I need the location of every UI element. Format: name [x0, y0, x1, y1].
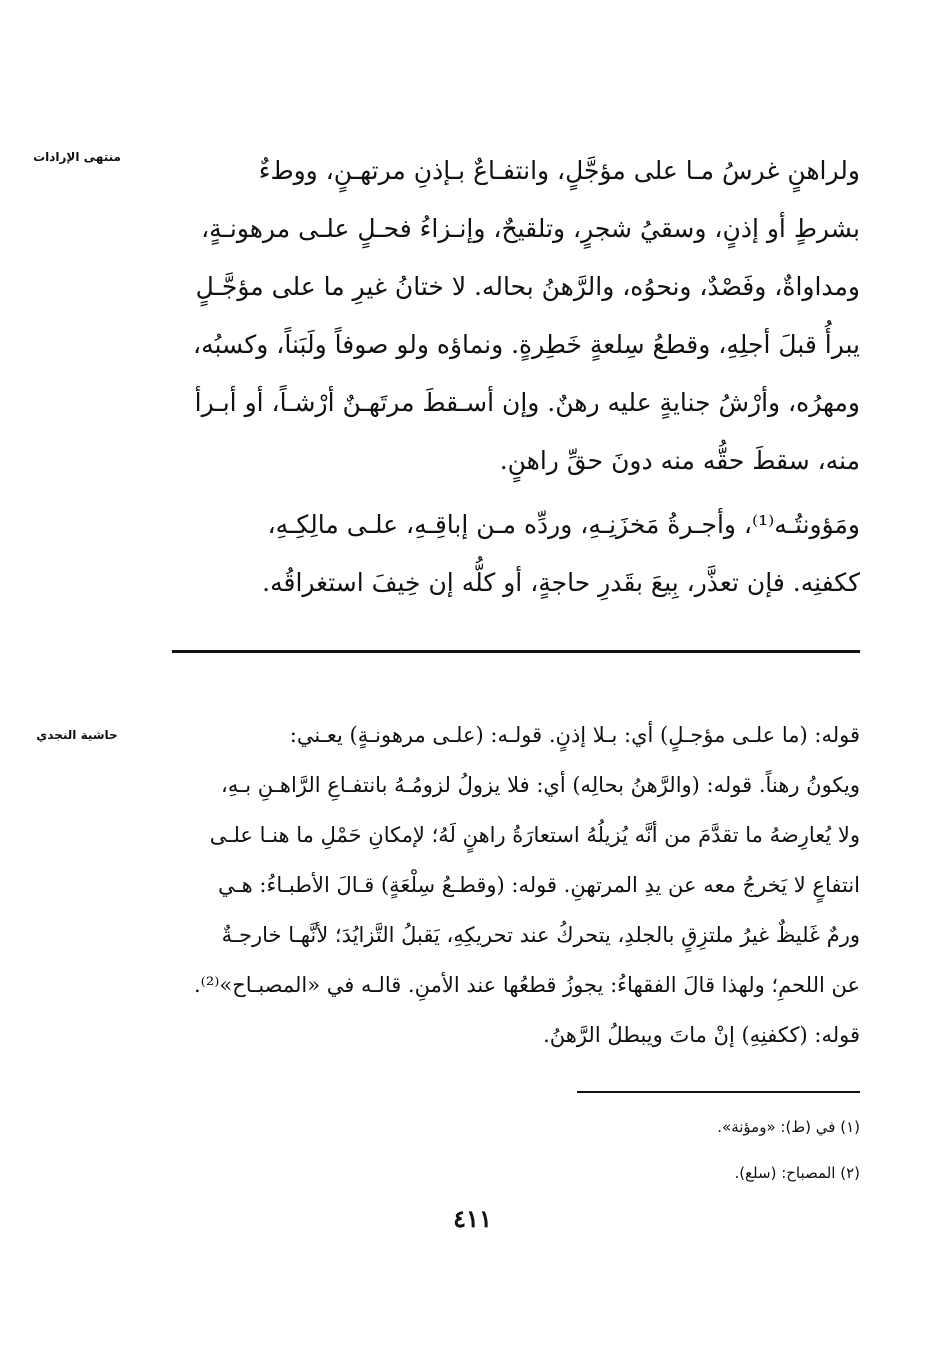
main-text	[168, 142, 860, 612]
page-number: ٤١١	[453, 1204, 492, 1233]
text-line: ومَؤونتُـه⁽¹⁾، وأجـرةُ مَخزَنِـهِ، وردِّه مـن إباقِـهِ، علـى مالِكِـهِ،	[267, 510, 860, 539]
commentary-line: عن اللحمِ؛ ولهذا قالَ الفقهاءُ: يجوزُ قطعُها عند الأمنِ. قالـه في «المصبـاح»⁽²⁾.	[193, 973, 860, 997]
footnotes	[460, 1104, 860, 1196]
commentary-line: ولا يُعارِضهُ ما تقدَّمَ من أنَّه يُزيلُهُ استعارَةُ راهنٍ لَهُ؛ لإمكانِ حَمْلِ ما هنـا علـى	[209, 823, 860, 847]
commentary-line: قوله: (ككفنِهِ) إنْ ماتَ ويبطلُ الرَّهنُ.	[543, 1023, 860, 1047]
text-line: ومهرُه، وأرْشُ جنايةٍ عليه رهنٌ. وإن أسـقطَ مرتَهـنٌ أرْشـاً، أو أبـرأ	[194, 388, 860, 417]
main-divider	[172, 650, 860, 653]
footnote-2: (٢) المصباح: (سلع).	[734, 1164, 860, 1182]
main-paragraph-2	[168, 496, 860, 612]
margin-label-main: منتهى الإرادات	[33, 150, 121, 164]
commentary-line: ورمٌ غَليظٌ غيرُ ملتزِقٍ بالجلدِ، يتحركُ عند تحريكِهِ، يَقبلُ التَّزايُدَ؛ لأنَّهـا خارجـةٌ	[221, 923, 860, 947]
text-line: ككفنِه. فإن تعذَّر، بِيعَ بقَدرِ حاجةٍ، أو كلُّه إن خِيفَ استغراقُه.	[262, 568, 860, 597]
main-paragraph-1	[168, 142, 860, 490]
text-line: ولراهنٍ غرسُ مـا على مؤجَّلٍ، وانتفـاعٌ بـإذنِ مرتهـنٍ، ووطءٌ	[258, 156, 860, 185]
commentary-text	[168, 710, 860, 1060]
footnote-rule	[577, 1091, 860, 1093]
commentary-line: ويكونُ رهناً. قوله: (والرَّهنُ بحالِه) أي: فلا يزولُ لزومُـهُ بانتفـاعِ الرَّاهـنِ بـهِ،	[221, 773, 860, 797]
commentary-line: قوله: (ما علـى مؤجـلٍ) أي: بـلا إذنٍ. قولـه: (علـى مرهونـةٍ) يعـني:	[289, 723, 860, 747]
text-line: بشرطٍ أو إذنٍ، وسقيُ شجرٍ، وتلقيحٌ، وإنـزاءُ فحـلٍ علـى مرهونـةٍ،	[201, 214, 860, 243]
text-line: ومداواةٌ، وفَصْدٌ، ونحوُه، والرَّهنُ بحاله. لا ختانُ غيرِ ما على مؤجَّـلٍ	[195, 272, 860, 301]
text-line: يبرأُ قبلَ أجلِهِ، وقطعُ سِلعةٍ خَطِرةٍ. ونماؤه ولو صوفاً ولَبَناً، وكسبُه،	[193, 330, 860, 359]
commentary-line: انتفاعٍ لا يَخرجُ معه عن يدِ المرتهنِ. قوله: (وقطـعُ سِلْعَةٍ) قـالَ الأطبـاءُ: هـي	[218, 873, 860, 897]
footnote-1: (١) في (ط): «ومؤنة».	[717, 1118, 860, 1136]
text-line: منه، سقطَ حقُّه منه دونَ حقِّ راهنٍ.	[499, 446, 860, 475]
margin-label-commentary: حاشية النجدي	[36, 728, 118, 742]
